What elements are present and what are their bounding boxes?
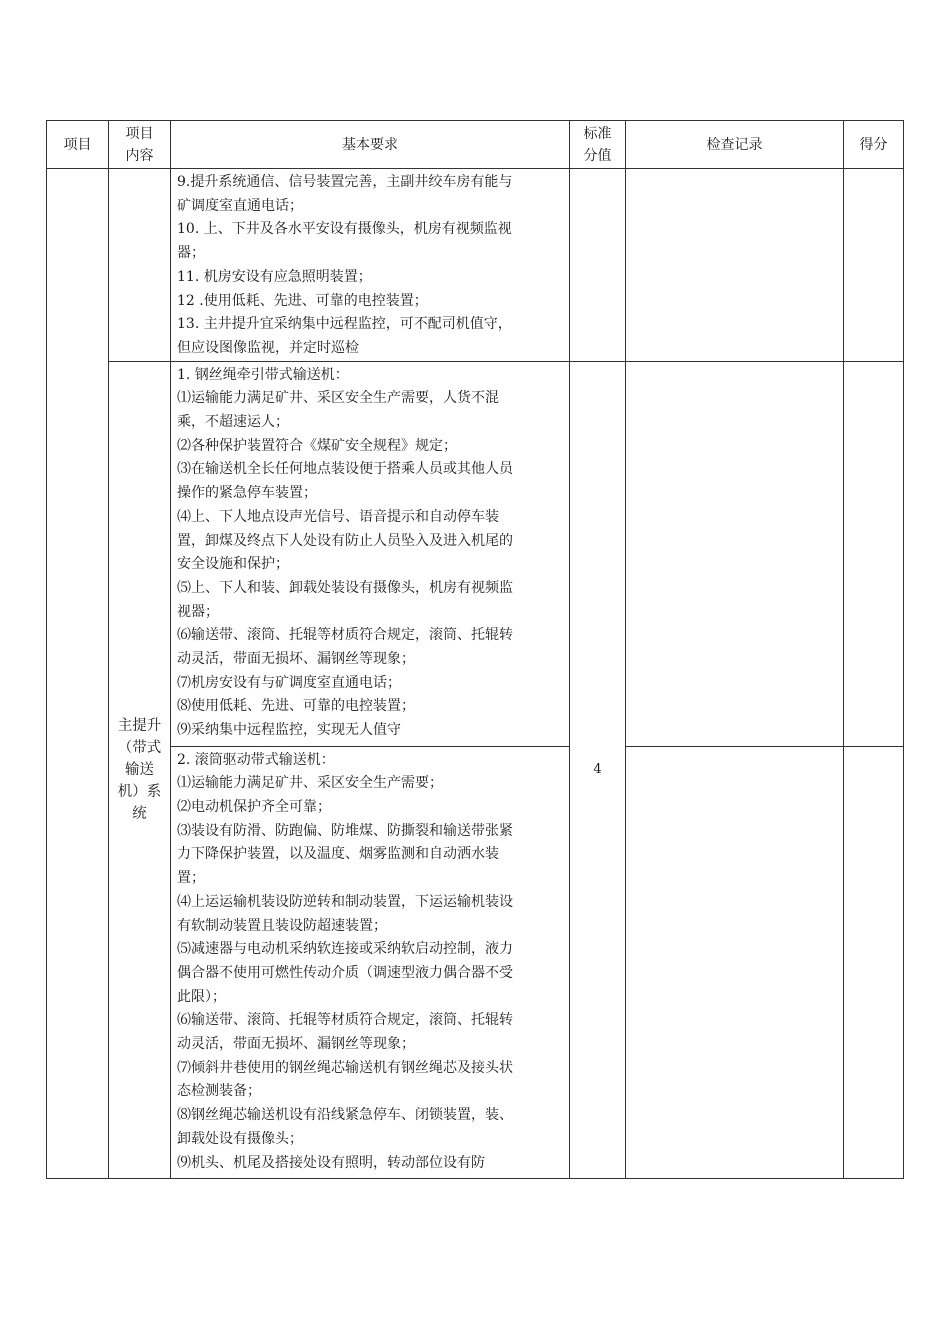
- requirements-cell-a: 9.提升系统通信、信号装置完善，主副井绞车房有能与 矿调度室直通电话； 10. 上、下井及各水平安设有摄像头，机房有视频监视 器； 11. 机房安设有应急照明装置； 12 .使用低耗、先进、可靠的电控装置； 13. 主井提升宜采纳集中远程监控，可不配司机值守， 但应设图像监视，并定时巡检: [171, 169, 570, 362]
- header-standard-score: 标准 分值: [570, 121, 626, 169]
- inspection-record-cell-c: [626, 746, 844, 1178]
- header-item: 项目: [47, 121, 109, 169]
- table-row: [47, 361, 904, 746]
- header-inspection-record: 检查记录: [626, 121, 844, 169]
- table-row: [47, 746, 904, 1178]
- requirements-cell-c: 2. 滚筒驱动带式输送机： ⑴运输能力满足矿井、采区安全生产需要； ⑵电动机保护齐全可靠； ⑶装设有防滑、防跑偏、防堆煤、防撕裂和输送带张紧 力下降保护装置，以及温度、烟雾监测和自动洒水装 置； ⑷上运运输机装设防逆转和制动装置，下运运输机装设 有软制动装置且装设防超速装置； ⑸减速器与电动机采纳软连接或采纳软启动控制，液力 偶合器不使用可燃性传动介质（调速型液力偶合器不受 此限）； ⑹输送带、滚筒、托辊等材质符合规定，滚筒、托辊转 动灵活，带面无损坏、漏钢丝等现象； ⑺倾斜井巷使用的钢丝绳芯输送机有钢丝绳芯及接头状 态检测装备； ⑻钢丝绳芯输送机设有沿线紧急停车、闭锁装置，装、 卸载处设有摄像头； ⑼机头、机尾及搭接处设有照明，转动部位设有防: [171, 746, 570, 1178]
- score-cell-c: [844, 746, 904, 1178]
- item-content-cell: [109, 169, 171, 362]
- header-requirements: 基本要求: [171, 121, 570, 169]
- header-row: [47, 121, 904, 169]
- item-content-belt-conveyor: 主提升 （带式 输送 机）系 统: [109, 361, 171, 1178]
- table-row: [47, 169, 904, 362]
- header-item-content: 项目 内容: [109, 121, 171, 169]
- score-cell-b: [844, 361, 904, 746]
- requirements-cell-b: 1. 钢丝绳牵引带式输送机： ⑴运输能力满足矿井、采区安全生产需要，人货不混 乘，不超速运人； ⑵各种保护装置符合《煤矿安全规程》规定； ⑶在输送机全长任何地点装设便于搭乘人员或其他人员 操作的紧急停车装置； ⑷上、下人地点设声光信号、语音提示和自动停车装 置，卸煤及终点下人处设有防止人员坠入及进入机尾的 安全设施和保护； ⑸上、下人和装、卸载处装设有摄像头，机房有视频监 视器； ⑹输送带、滚筒、托辊等材质符合规定，滚筒、托辊转 动灵活，带面无损坏、漏钢丝等现象； ⑺机房安设有与矿调度室直通电话； ⑻使用低耗、先进、可靠的电控装置； ⑼采纳集中远程监控，实现无人值守: [171, 361, 570, 746]
- score-cell-a: [844, 169, 904, 362]
- header-score: 得分: [844, 121, 904, 169]
- inspection-record-cell-a: [626, 169, 844, 362]
- inspection-record-cell-b: [626, 361, 844, 746]
- inspection-table: [46, 120, 904, 1179]
- standard-score-cell-a: [570, 169, 626, 362]
- item-cell: [47, 169, 109, 1179]
- standard-score-value: 4: [570, 361, 626, 1178]
